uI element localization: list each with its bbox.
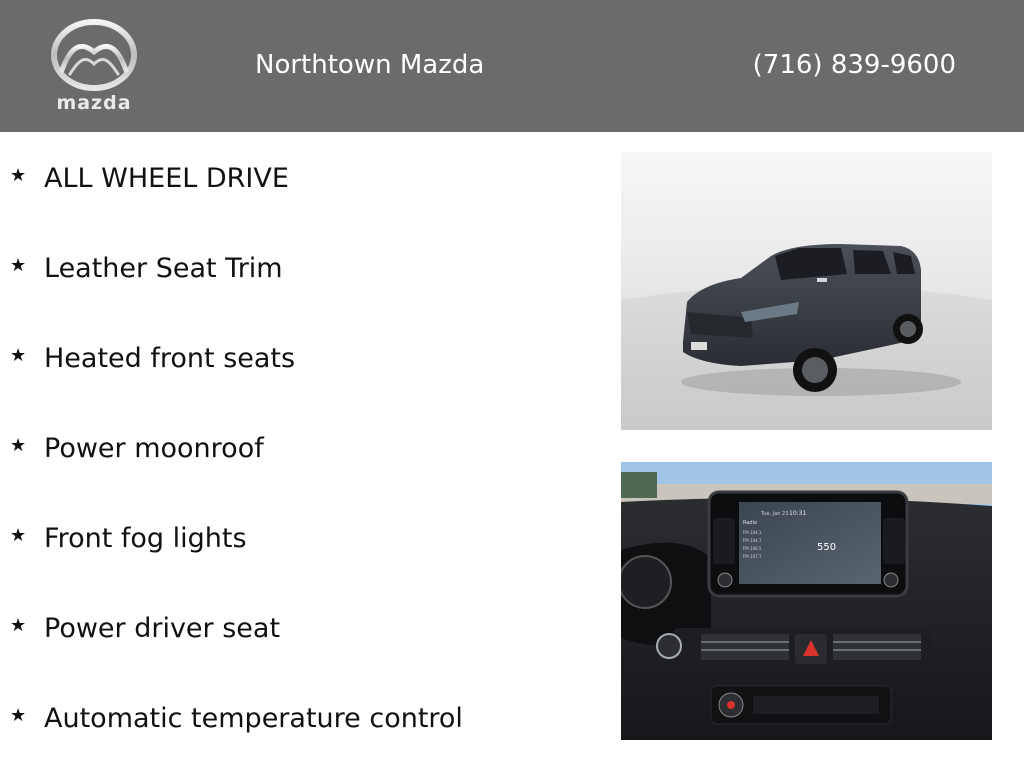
star-icon: ★ bbox=[10, 524, 27, 546]
feature-label: ALL WHEEL DRIVE bbox=[44, 162, 289, 194]
feature-label: Automatic temperature control bbox=[44, 702, 463, 734]
screen-preset: FM 104.1 bbox=[743, 530, 762, 535]
vehicle-exterior-photo[interactable] bbox=[621, 152, 992, 430]
list-item bbox=[10, 518, 247, 558]
list-item bbox=[10, 608, 280, 648]
list-item bbox=[10, 158, 289, 198]
dealer-phone[interactable]: (716) 839-9600 bbox=[752, 50, 956, 80]
feature-label: Power driver seat bbox=[44, 612, 281, 644]
feature-label: Power moonroof bbox=[44, 432, 264, 464]
screen-station: 550 bbox=[817, 542, 837, 553]
list-item bbox=[10, 338, 295, 378]
star-icon: ★ bbox=[10, 164, 27, 186]
feature-label: Front fog lights bbox=[44, 522, 247, 554]
screen-preset: FM 106.5 bbox=[743, 546, 762, 551]
star-icon: ★ bbox=[10, 344, 27, 366]
screen-app: Radio bbox=[743, 520, 758, 526]
screen-clock: 10:31 bbox=[789, 510, 807, 517]
list-item bbox=[10, 428, 264, 468]
star-icon: ★ bbox=[10, 614, 27, 636]
list-item bbox=[10, 248, 283, 288]
star-icon: ★ bbox=[10, 254, 27, 276]
screen-date: Tue, Jan 23 bbox=[761, 511, 789, 517]
mazda-emblem-icon bbox=[40, 18, 148, 92]
dealer-header bbox=[0, 0, 1024, 132]
list-item bbox=[10, 698, 463, 738]
brand-wordmark: mazda bbox=[56, 92, 132, 114]
star-icon: ★ bbox=[10, 704, 27, 726]
mazda-logo[interactable] bbox=[40, 18, 148, 116]
dealer-name: Northtown Mazda bbox=[255, 50, 485, 80]
screen-preset: FM 107.7 bbox=[743, 554, 762, 559]
feature-label: Leather Seat Trim bbox=[44, 252, 283, 284]
screen-preset: FM 104.7 bbox=[743, 538, 762, 543]
feature-label: Heated front seats bbox=[44, 342, 296, 374]
star-icon: ★ bbox=[10, 434, 27, 456]
vehicle-interior-photo[interactable] bbox=[621, 462, 992, 740]
